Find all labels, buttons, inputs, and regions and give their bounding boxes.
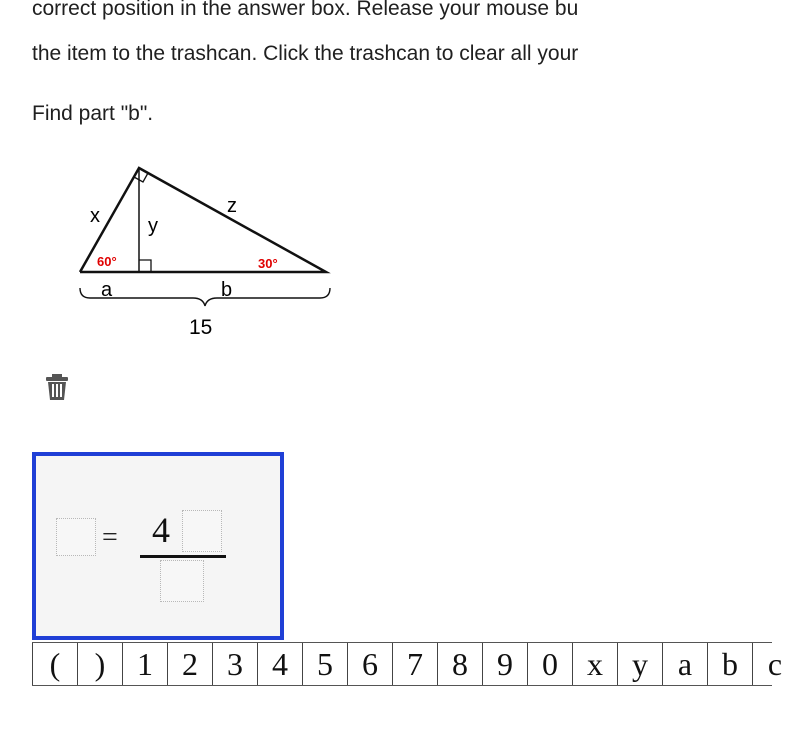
tile[interactable]: b (707, 643, 752, 685)
label-x: x (90, 205, 100, 227)
tile[interactable]: 1 (122, 643, 167, 685)
tile[interactable]: 8 (437, 643, 482, 685)
tile[interactable]: ) (77, 643, 122, 685)
base-brace (80, 288, 330, 306)
tile[interactable]: x (572, 643, 617, 685)
label-angle-60: 60° (97, 254, 117, 269)
tile[interactable]: y (617, 643, 662, 685)
equals-sign: = (102, 522, 118, 553)
tile[interactable]: c (752, 643, 797, 685)
tile[interactable]: 7 (392, 643, 437, 685)
tile-palette (32, 642, 783, 686)
label-b: b (221, 279, 233, 301)
answer-slot-numerator-1[interactable]: 4 (152, 510, 170, 550)
label-a: a (101, 279, 113, 301)
tile[interactable]: 9 (482, 643, 527, 685)
tile[interactable]: 6 (347, 643, 392, 685)
tile[interactable]: ( (32, 643, 77, 685)
tile[interactable]: a (662, 643, 707, 685)
question-prompt: Find part "b". (32, 102, 154, 125)
label-angle-30: 30° (258, 256, 278, 271)
instruction-line-1: correct position in the answer box. Release your mouse bu (32, 0, 579, 20)
label-y: y (148, 215, 158, 237)
answer-slot-numerator-2[interactable] (182, 510, 222, 552)
triangle-figure (70, 160, 350, 345)
tile[interactable]: 5 (302, 643, 347, 685)
label-z: z (227, 195, 237, 217)
tile[interactable]: 0 (527, 643, 572, 685)
tile[interactable]: 4 (257, 643, 302, 685)
trash-can-icon[interactable] (42, 372, 72, 402)
answer-box[interactable] (32, 452, 284, 640)
triangle-outline (80, 168, 326, 272)
answer-slot-left[interactable] (56, 518, 96, 556)
fraction-bar (140, 555, 226, 558)
answer-slot-denominator[interactable] (160, 560, 204, 602)
tile[interactable]: 3 (212, 643, 257, 685)
label-total: 15 (189, 316, 213, 339)
right-angle-mark-foot (139, 260, 151, 272)
instruction-line-2: the item to the trashcan. Click the trashcan to clear all your (32, 42, 579, 65)
tile[interactable]: 2 (167, 643, 212, 685)
